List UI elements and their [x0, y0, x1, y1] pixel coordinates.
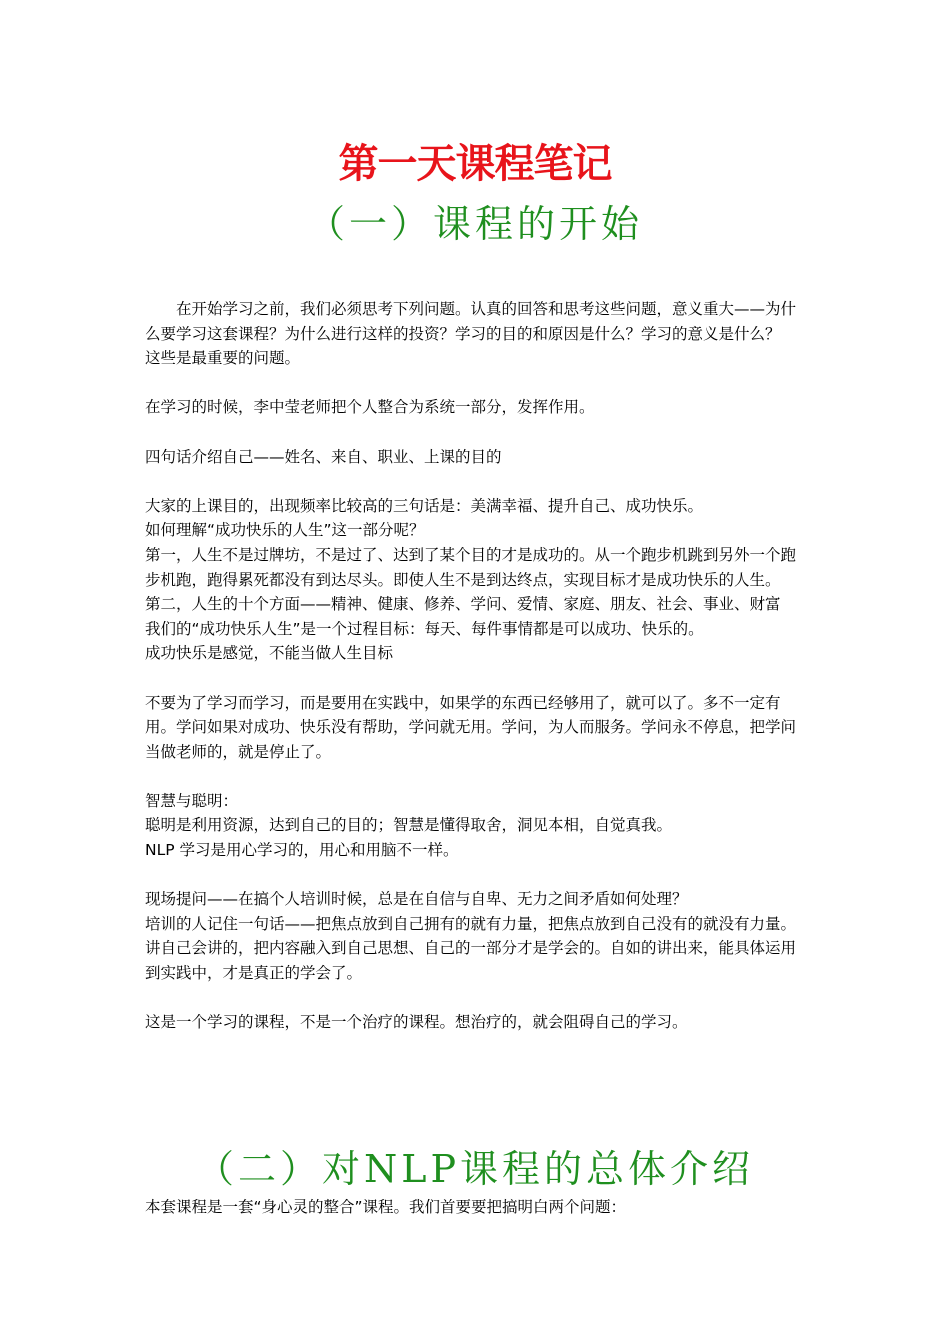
- paragraph: NLP 学习是用心学习的，用心和用脑不一样。: [145, 841, 459, 860]
- blank-line: [145, 420, 810, 445]
- section-2-body: [145, 1195, 810, 1220]
- section-heading-2: （二）对NLP课程的总体介绍: [195, 1147, 755, 1191]
- paragraph: 不要为了学习而学习，而是要用在实践中，如果学的东西已经够用了，就可以了。多不一定有用。学问如果对成功、快乐没有帮助，学问就无用。学问，为人而服务。学问永不停息，把学问当做老师的，就是停止了。: [145, 693, 797, 761]
- paragraph: 我们的“成功快乐人生”是一个过程目标：每天、每件事情都是可以成功、快乐的。: [145, 619, 704, 638]
- paragraph: 大家的上课目的，出现频率比较高的三句话是：美满幸福、提升自己、成功快乐。: [145, 496, 704, 515]
- section-heading-1: （一）课程的开始: [306, 202, 643, 246]
- blank-line: [145, 469, 810, 494]
- paragraph: 四句话介绍自己——姓名、来自、职业、上课的目的: [145, 447, 502, 466]
- blank-line: [145, 986, 810, 1011]
- paragraph: 如何理解“成功快乐的人生”这一部分呢？: [145, 521, 425, 540]
- blank-line: [145, 764, 810, 789]
- blank-line: [145, 666, 810, 691]
- paragraph: 现场提问——在搞个人培训时候，总是在自信与自卑、无力之间矛盾如何处理？: [145, 890, 688, 909]
- paragraph: 第二，人生的十个方面——精神、健康、修养、学问、爱情、家庭、朋友、社会、事业、财富: [145, 595, 781, 614]
- paragraph: 这些是最重要的问题。: [145, 349, 301, 368]
- paragraph: 在开始学习之前，我们必须思考下列问题。认真的回答和思考这些问题，意义重大——为什么要学习这套课程？为什么进行这样的投资？学习的目的和原因是什么？学习的意义是什么？: [145, 300, 797, 343]
- blank-line: [145, 371, 810, 396]
- document-title: 第一天课程笔记: [338, 141, 612, 187]
- paragraph: 讲自己会讲的，把内容融入到自己思想、自己的一部分才是学会的。自如的讲出来，能具体运用到实践中，才是真正的学会了。: [145, 939, 797, 983]
- blank-line: [145, 863, 810, 888]
- paragraph: 第一，人生不是过牌坊，不是过了、达到了某个目的才是成功的。从一个跑步机跳到另外一个跑步机跑，跑得累死都没有到达尽头。即使人生不是到达终点，实现目标才是成功快乐的人生。: [145, 545, 797, 589]
- paragraph: 在学习的时候，李中莹老师把个人整合为系统一部分，发挥作用。: [145, 398, 595, 417]
- paragraph: 这是一个学习的课程，不是一个治疗的课程。想治疗的，就会阻碍自己的学习。: [145, 1013, 688, 1032]
- paragraph: 成功快乐是感觉，不能当做人生目标: [145, 644, 394, 663]
- paragraph: 培训的人记住一句话——把焦点放到自己拥有的就有力量，把焦点放到自己没有的就没有力量。: [145, 914, 797, 933]
- section-1-body: [145, 297, 810, 1035]
- paragraph: 智慧与聪明：: [145, 791, 239, 810]
- paragraph: 本套课程是一套“身心灵的整合”课程。我们首要要把搞明白两个问题：: [145, 1198, 627, 1216]
- paragraph: 聪明是利用资源，达到自己的目的；智慧是懂得取舍，洞见本相，自觉真我。: [145, 816, 673, 835]
